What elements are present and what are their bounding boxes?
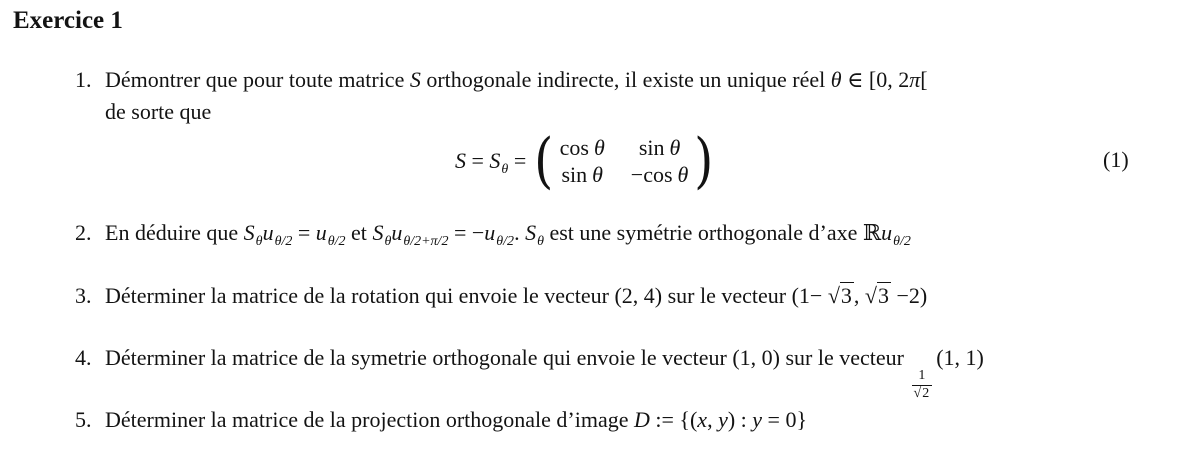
math-sub: θ (537, 234, 544, 249)
matrix-cell-r2c2 (631, 161, 689, 188)
math-var-S: S (409, 67, 421, 92)
math-var-theta: θ (669, 135, 681, 160)
equals-sign: = (466, 148, 490, 173)
math-var-S: S (489, 148, 501, 173)
text-run: . (514, 220, 526, 245)
list-item-1 (75, 64, 928, 128)
list-item-3 (75, 280, 927, 312)
sqrt-arg: 3 (840, 283, 852, 308)
sqrt-radical: √ (864, 283, 877, 308)
fraction-denominator (912, 385, 933, 403)
math-var-x: x (697, 407, 708, 432)
math-var-S: S (243, 220, 255, 245)
equation-1 (455, 126, 716, 196)
text-run: := {( (649, 407, 698, 432)
item-4-marker: 4. (75, 345, 92, 370)
text-run: orthogonale indirecte, il existe un unique réel (420, 67, 831, 92)
math-sub: θ (255, 234, 263, 249)
text-run: ∈ [0, 2 (841, 67, 910, 92)
math-var-theta: θ (593, 135, 605, 160)
math-var-u: u (315, 220, 327, 245)
matrix-2x2 (560, 134, 689, 188)
left-paren: ( (534, 126, 554, 196)
text-run: , (707, 407, 719, 432)
math-blackboard-R: ℝ (862, 221, 882, 246)
math-sub: θ/2 (893, 234, 911, 249)
math-var-y: y (752, 407, 763, 432)
text-run: Déterminer la matrice de la symetrie orthogonale qui envoie le vecteur (1, 0) sur le vecteur (105, 345, 910, 370)
math-var-D: D (634, 407, 650, 432)
math-var-pi: π (909, 67, 921, 92)
item-1-text (105, 64, 928, 128)
sqrt-arg: 3 (877, 283, 889, 308)
list-item-4 (75, 342, 984, 403)
math-var-S: S (525, 220, 537, 245)
right-paren: ) (694, 126, 714, 196)
item-2-marker: 2. (75, 220, 92, 245)
matrix-cell-r1c1 (560, 134, 605, 161)
text-run: est une symétrie orthogonale d’axe (543, 220, 863, 245)
item-2-text (105, 217, 911, 250)
equation-lhs (455, 148, 527, 177)
math-fn-cos: cos (643, 162, 673, 187)
text-run: = 0} (762, 407, 808, 432)
item-3-text (105, 280, 927, 312)
math-sub: θ/2+π/2 (403, 234, 449, 249)
matrix-cell-r1c2 (639, 134, 681, 161)
equals-sign: = (292, 220, 316, 245)
equals-sign: = (508, 148, 527, 173)
sqrt-arg: 2 (922, 385, 930, 401)
item-5-marker: 5. (75, 407, 92, 432)
text-run: −2) (890, 283, 928, 308)
fraction-numerator: 1 (918, 368, 926, 383)
item-5-text (105, 404, 807, 436)
math-var-theta: θ (830, 67, 842, 92)
math-sub: θ/2 (274, 234, 293, 249)
text-run: (1, 1) (936, 345, 984, 370)
text-run: ) : (727, 407, 753, 432)
text-run: En déduire que (105, 220, 244, 245)
sqrt-radical: √ (827, 283, 840, 308)
math-var-theta: θ (677, 162, 689, 187)
math-var-u: u (484, 220, 496, 245)
math-var-S: S (455, 148, 466, 173)
math-sub: θ/2 (327, 234, 346, 249)
list-item-2 (75, 217, 911, 250)
minus-sign: − (630, 162, 644, 187)
equals-sign: = − (448, 220, 485, 245)
item-1-marker: 1. (75, 67, 92, 92)
text-run: [ (920, 67, 928, 92)
math-sub-theta: θ (501, 162, 509, 177)
text-run: , (853, 283, 865, 308)
list-item-5 (75, 404, 807, 436)
item-4-text (105, 342, 984, 403)
item-3-marker: 3. (75, 283, 92, 308)
text-run: Démontrer que pour toute matrice (105, 67, 410, 92)
math-var-u: u (391, 220, 403, 245)
sqrt-radical: √ (913, 385, 922, 401)
text-run: Déterminer la matrice de la projection orthogonale d’image (105, 407, 634, 432)
math-var-theta: θ (592, 162, 603, 187)
equation-number: (1) (1103, 147, 1129, 172)
math-var-u: u (262, 220, 274, 245)
math-var-y: y (718, 407, 728, 432)
math-sub: θ (384, 234, 392, 249)
math-var-u: u (881, 220, 893, 245)
exercise-title: Exercice 1 (13, 7, 123, 34)
math-fn-sin: sin (638, 135, 665, 160)
fraction (912, 368, 933, 403)
math-fn-sin: sin (561, 162, 588, 187)
math-fn-cos: cos (559, 135, 589, 160)
matrix-cell-r2c1 (561, 161, 603, 188)
text-run: Déterminer la matrice de la rotation qui envoie le vecteur (2, 4) sur le vecteur (1− (105, 283, 828, 308)
text-run: de sorte que (105, 99, 212, 124)
text-run: et (345, 220, 373, 245)
math-var-S: S (372, 220, 384, 245)
math-sub: θ/2 (496, 234, 515, 249)
